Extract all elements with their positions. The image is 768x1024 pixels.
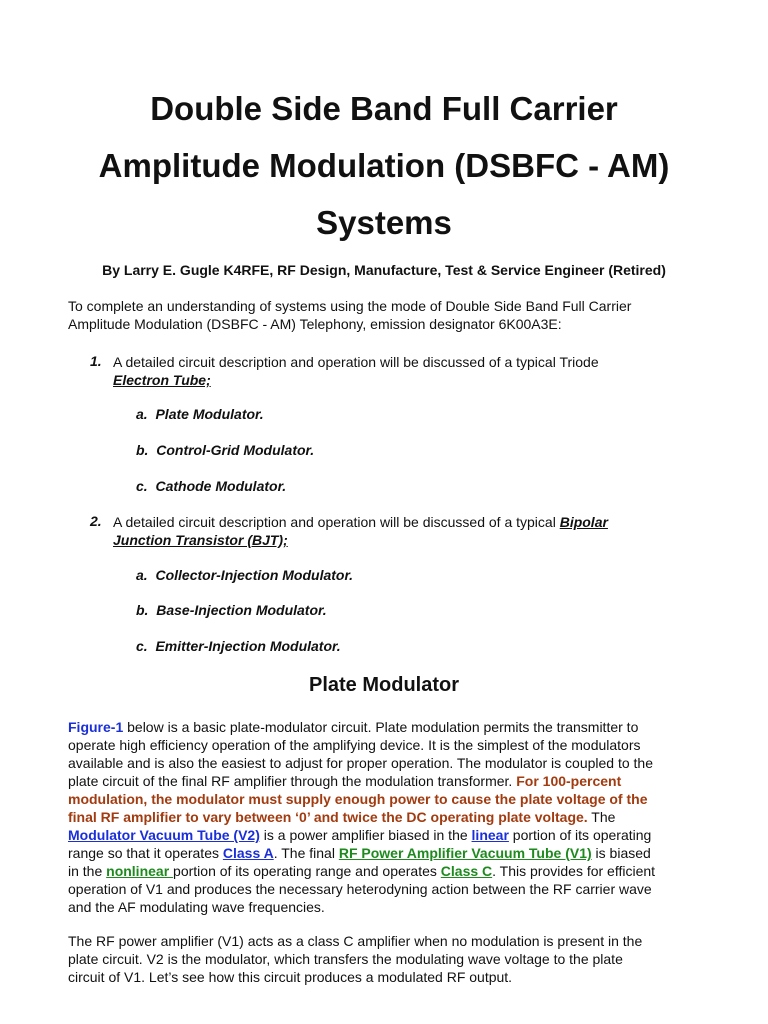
- figure-1-link[interactable]: Figure-1: [68, 719, 124, 735]
- sub-item-1b: b. Control-Grid Modulator.: [136, 442, 315, 458]
- title-line-2: Amplitude Modulation (DSBFC - AM): [98, 147, 670, 184]
- sub-item-1c: c. Cathode Modulator.: [136, 478, 287, 494]
- modulator-tube-v2-link[interactable]: Modulator Vacuum Tube (V2): [68, 827, 260, 843]
- intro-line-1: To complete an understanding of systems using the mode of Double Side Band Full Carrier: [68, 298, 632, 314]
- list-item-2-text: A detailed circuit description and operation will be discussed of a typical: [113, 514, 556, 530]
- electron-tube-emphasis: Electron Tube;: [113, 372, 211, 388]
- emphasis-100-percent: For 100-percent: [512, 773, 622, 789]
- bipolar-emphasis: Bipolar: [559, 514, 608, 530]
- list-number-2: 2.: [90, 513, 102, 529]
- class-c-link[interactable]: Class C: [440, 863, 493, 879]
- document-title: [0, 80, 768, 251]
- nonlinear-link[interactable]: nonlinear: [106, 863, 174, 879]
- list-number-1: 1.: [90, 353, 102, 369]
- plate-modulator-paragraph: Figure-1 below is a basic plate-modulator circuit. Plate modulation permits the transmitter to operate high efficiency operation of the amplifying device. It is the simplest of the modulators available and is also the easiest to adjust for proper operation. The modulator is coupled to the plate circuit of the final RF amplifier through the modulation transformer. For 100-percent modulation, the modulator must supply enough power to cause the plate voltage of the final RF amplifier to vary between ‘0’ and twice the DC operating plate voltage. The Modulator Vacuum Tube (V2) is a power amplifier biased in the linear portion of its operating range so that it operates Class A. The final RF Power Amplifier Vacuum Tube (V1) is biased in the nonlinear portion of its operating range and operates Class C. This provides for efficient operation of V1 and produces the necessary heterodyning action between the RF carrier wave and the AF modulating wave frequencies.: [68, 718, 708, 916]
- sub-item-2a: a. Collector-Injection Modulator.: [136, 567, 354, 583]
- list-item-1: [113, 353, 693, 389]
- section-heading: Plate Modulator: [308, 674, 459, 696]
- emphasis-final-rf: final RF amplifier to vary between ‘0’ and twice the DC operating plate voltage.: [68, 809, 588, 825]
- class-a-link[interactable]: Class A: [222, 845, 274, 861]
- rf-power-amplifier-v1-link[interactable]: RF Power Amplifier Vacuum Tube (V1): [338, 845, 592, 861]
- intro-paragraph: [68, 297, 708, 333]
- sub-item-1a: a. Plate Modulator.: [136, 406, 264, 422]
- rf-amplifier-paragraph: The RF power amplifier (V1) acts as a class C amplifier when no modulation is present in the plate circuit. V2 is the modulator, which transfers the modulating wave voltage to the plate circuit of V1. Let’s see how this circuit produces a modulated RF output.: [68, 933, 643, 985]
- bjt-emphasis: Junction Transistor (BJT);: [113, 532, 288, 548]
- title-line-1: Double Side Band Full Carrier: [150, 90, 618, 127]
- title-line-3: Systems: [316, 204, 452, 241]
- author-byline: By Larry E. Gugle K4RFE, RF Design, Manufacture, Test & Service Engineer (Retired): [102, 262, 666, 278]
- list-item-2: [113, 513, 693, 549]
- sub-item-2b: b. Base-Injection Modulator.: [136, 602, 327, 618]
- sub-item-2c: c. Emitter-Injection Modulator.: [136, 638, 341, 654]
- linear-link[interactable]: linear: [471, 827, 509, 843]
- intro-line-2: Amplitude Modulation (DSBFC - AM) Telephony, emission designator 6K00A3E:: [68, 316, 562, 332]
- emphasis-modulation: modulation, the modulator must supply enough power to cause the plate voltage of the: [68, 791, 648, 807]
- list-item-1-text: A detailed circuit description and operation will be discussed of a typical Triode: [113, 354, 599, 370]
